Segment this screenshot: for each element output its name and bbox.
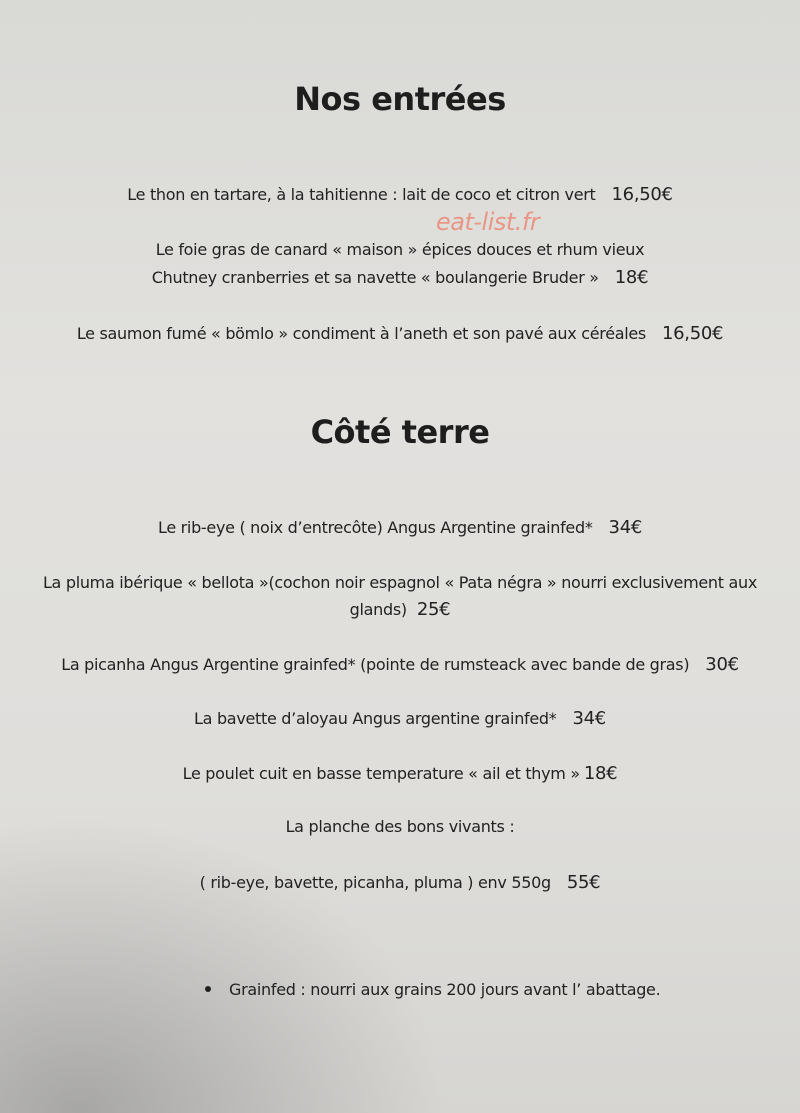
menu-item — [0, 872, 800, 893]
footnote-text: Grainfed : nourri aux grains 200 jours avant l’ abattage. — [229, 980, 661, 999]
menu-item-price: 34€ — [572, 708, 606, 729]
footnote — [205, 980, 660, 999]
menu-item-heading — [0, 817, 800, 836]
menu-item — [0, 573, 800, 592]
menu-item — [0, 323, 800, 344]
menu-item-price: 16,50€ — [661, 323, 724, 344]
menu-item — [0, 517, 800, 538]
menu-item-price: 16,50€ — [611, 184, 673, 205]
menu-item-continued — [0, 267, 800, 288]
menu-item — [0, 240, 800, 259]
menu-item-price: 55€ — [566, 872, 601, 893]
menu-item — [0, 654, 800, 675]
menu-item — [0, 763, 800, 784]
menu-item-text: La picanha Angus Argentine grainfed* (pointe de rumsteack avec bande de gras) — [61, 655, 690, 674]
watermark: eat-list.fr — [436, 208, 540, 236]
menu-item-text: Le rib-eye ( noix d’entrecôte) Angus Argentine grainfed* — [157, 518, 593, 537]
menu-item-text: Le saumon fumé « bömlo » condiment à l’aneth et son pavé aux céréales — [76, 324, 646, 343]
section-title-entrees: Nos entrées — [294, 80, 506, 118]
menu-item-price: 18€ — [583, 763, 618, 784]
menu-item-text: Le thon en tartare, à la tahitienne : lait de coco et citron vert — [127, 185, 596, 204]
menu-item-price: 25€ — [416, 599, 451, 620]
menu-item-text: Chutney cranberries et sa navette « boulangerie Bruder » — [151, 268, 599, 287]
section-title-terre: Côté terre — [310, 413, 490, 451]
menu-item-price: 18€ — [614, 267, 649, 288]
bullet-icon — [205, 986, 211, 992]
menu-item-text: La bavette d’aloyau Angus argentine grainfed* — [194, 709, 557, 728]
menu-item — [0, 184, 800, 205]
menu-item-price: 34€ — [608, 517, 643, 538]
menu-item-text: La pluma ibérique « bellota »(cochon noir espagnol « Pata négra » nourri exclusivement aux — [42, 573, 758, 592]
menu-item — [0, 708, 800, 729]
menu-item-text: ( rib-eye, bavette, picanha, pluma ) env 550g — [199, 873, 551, 892]
menu-item-text: La planche des bons vivants : — [285, 817, 515, 836]
menu-item-price: 30€ — [705, 654, 739, 675]
menu-item-text: Le poulet cuit en basse temperature « ail et thym » — [182, 764, 580, 783]
menu-item-continued — [0, 599, 800, 620]
menu-item-text: glands) — [349, 600, 407, 619]
menu-item-text: Le foie gras de canard « maison » épices douces et rhum vieux — [155, 240, 645, 259]
